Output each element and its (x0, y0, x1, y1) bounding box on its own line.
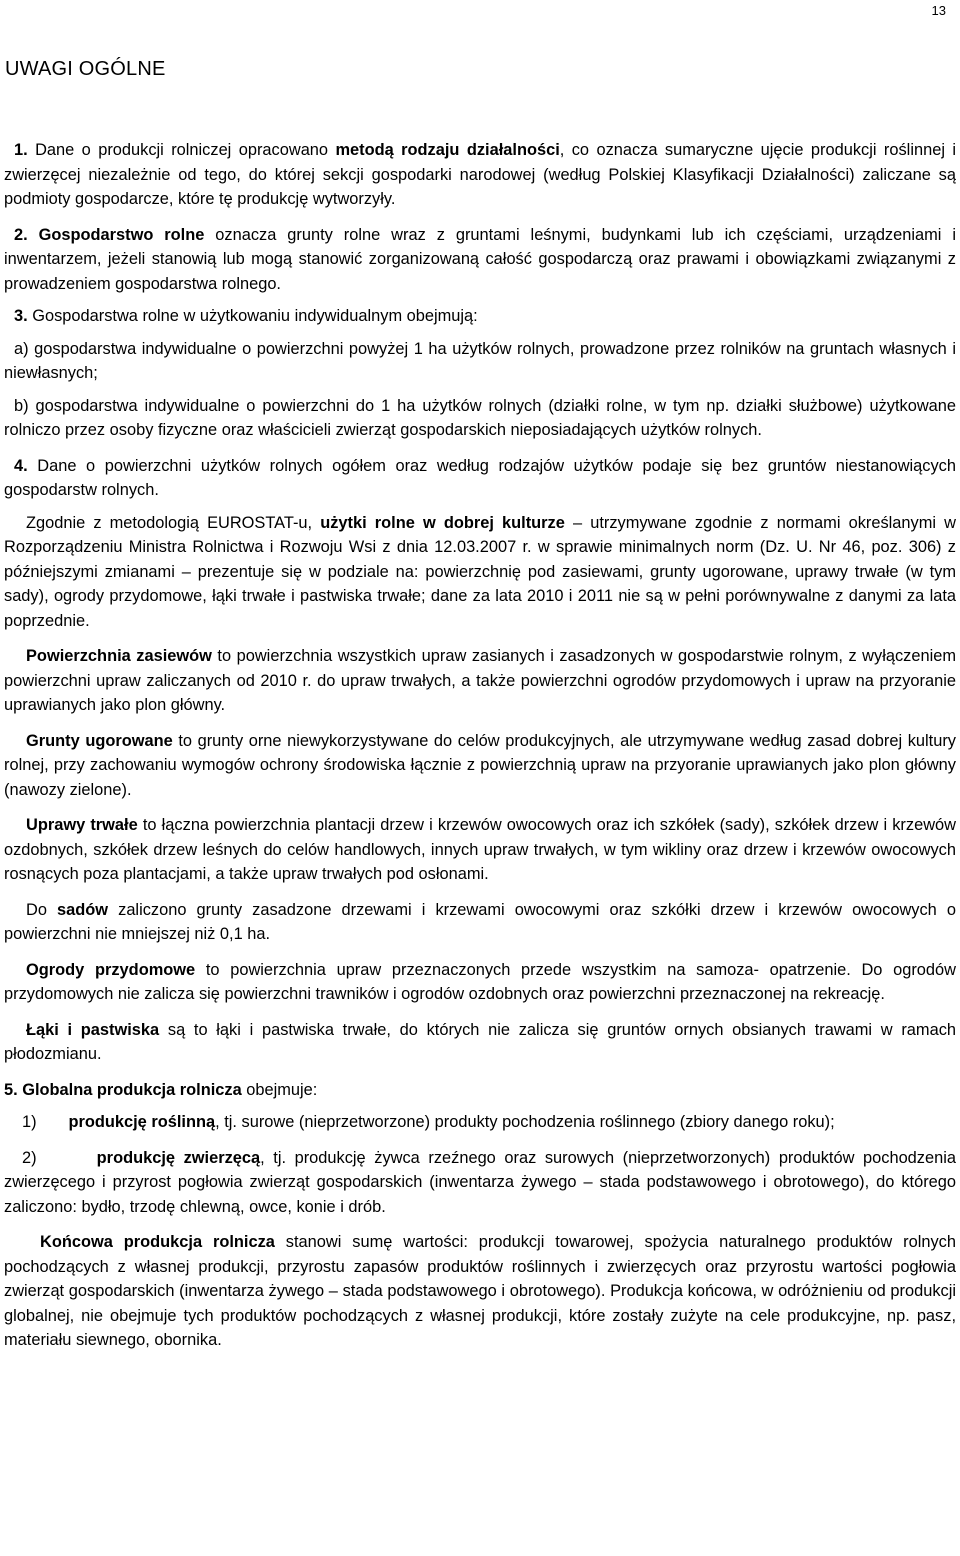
term-produkcja-roslinna: produkcję roślinną (68, 1113, 216, 1131)
page-number: 13 (931, 3, 946, 18)
term-uzytki-rolne: użytki rolne w dobrej kulturze (320, 513, 565, 532)
term-gospodarstwo-rolne: Gospodarstwo rolne (38, 225, 205, 244)
term-uprawy-trwale: Uprawy trwałe (26, 816, 138, 834)
paragraph-3b: b) gospodarstwa indywidualne o powierzchni do 1 ha użytków rolnych (działki rolne, w tym np. działki służbowe) użytkowane rolniczo przez osoby fizyczne oraz właścicieli zwierząt gospodarskich nieposiadających użytków rolnych. (4, 396, 956, 439)
paragraph-2: 2. Gospodarstwo rolne oznacza grunty rolne wraz z gruntami leśnymi, budynkami lub ich częściami, urządzeniami i inwentarzem, jeżeli stanowią lub mogą stanowić zorganizowaną całość gospodarczą oraz prawami i obowiązkami związanymi z prowadzeniem gospodarstwa rolnego. (4, 225, 956, 293)
paragraph-ugory: Grunty ugorowane to grunty orne niewykorzystywane do celów produkcyjnych, ale utrzymywane według zasad dobrej kultury rolnej, przy zachowaniu wymogów ochrony środowiska łącznie z powierzchnią upraw na przyoranie uprawianych jako plon główny (nawozy zielone). (4, 731, 956, 799)
term-metoda: metodą rodzaju działalności (335, 141, 560, 159)
document-body (4, 138, 956, 1353)
term-laki-pastwiska: Łąki i pastwiska (26, 1020, 160, 1039)
paragraph-4: 4. Dane o powierzchni użytków rolnych ogółem oraz według rodzajów użytków podaje się bez gruntów niestanowiących gospodarstw rolnych. (4, 456, 956, 499)
paragraph-koncowa: Końcowa produkcja rolnicza stanowi sumę wartości: produkcji towarowej, spożycia naturalnego produktów rolnych pochodzących z własnej produkcji, przyrostu zapasów produktów roślinnych i zwierzęcych oraz przyrostu wartości pogłowia zwierząt gospodarskich (inwentarza żywego – stada podstawowego i obrotowego). Produkcja końcowa, w odróżnieniu od produkcji globalnej, nie obejmuje tych produktów pochodzących z własnej produkcji, które zostały zużyte na cele produkcyjne, np. pasz, materiału siewnego, obornika. (4, 1233, 956, 1349)
term-produkcja-zwierzeca: produkcję zwierzęcą (96, 1148, 261, 1167)
paragraph-2-number: 2. (14, 225, 28, 244)
paragraph-3: 3. Gospodarstwa rolne w użytkowaniu indywidualnym obejmują: (14, 307, 478, 325)
paragraph-sady: Do sadów zaliczono grunty zasadzone drzewami i krzewami owocowymi oraz szkółki drzew i krzewów owocowych o powierzchni nie mniejszej niż 0,1 ha. (4, 900, 956, 943)
paragraph-laki: Łąki i pastwiska są to łąki i pastwiska trwałe, do których nie zalicza się gruntów ornych obsianych trawami w ramach płodozmianu. (4, 1020, 957, 1063)
paragraph-ogrody: Ogrody przydomowe to powierzchnia upraw przeznaczonych przede wszystkim na samoza- opatrzenie. Do ogrodów przydomowych nie zalicza się powierzchni trawników i ogrodów ozdobnych oraz powierzchni przeznaczonej na rekreację. (4, 960, 956, 1003)
paragraph-3-number: 3. (14, 307, 28, 325)
term-koncowa-produkcja: Końcowa produkcja rolnicza (40, 1233, 275, 1251)
term-ogrody-przydomowe: Ogrody przydomowe (26, 960, 196, 979)
term-sady: sadów (57, 900, 109, 919)
term-globalna-produkcja: 5. Globalna produkcja rolnicza (4, 1080, 242, 1099)
paragraph-eurostat: Zgodnie z metodologią EUROSTAT-u, użytki rolne w dobrej kulturze – utrzymywane zgodnie z normami określanymi w Rozporządzeniu Ministra Rolnictwa i Rozwoju Wsi z dnia 12.03.2007 r. w sprawie minimalnych norm (Dz. U. Nr 46, poz. 306) z późniejszymi zmianami – prezentuje się w podziale na: powierzchnię pod zasiewami, grunty ugorowane, uprawy trwałe (w tym sady), ogrody przydomowe, łąki trwałe i pastwiska trwałe; dane za lata 2010 i 2011 nie są w pełni porównywalne z danymi za lata poprzednie. (4, 513, 956, 630)
term-grunty-ugorowane: Grunty ugorowane (26, 731, 173, 750)
list-item-1: 1) produkcję roślinną, tj. surowe (nieprzetworzone) produkty pochodzenia roślinnego (zbiory danego roku); (22, 1113, 835, 1131)
paragraph-1: 1. Dane o produkcji rolniczej opracowano metodą rodzaju działalności, co oznacza sumaryczne ujęcie produkcji roślinnej i zwierzęcej niezależnie od tego, do której sekcji gospodarki narodowej (według Polskiej Klasyfikacji Działalności) zaliczane są podmioty gospodarcze, które tę produkcję wytworzyły. (4, 141, 957, 208)
paragraph-uprawy-trwale: Uprawy trwałe to łączna powierzchnia plantacji drzew i krzewów owocowych oraz ich szkółek (sady), szkółek drzew i krzewów ozdobnych, szkółek drzew leśnych do celów handlowych, innych upraw trwałych, w tym wikliny oraz drzew i krzewów owocowych rosnących poza plantacjami, a także upraw trwałych pod osłonami. (4, 816, 956, 883)
list-item-2-number: 2) (22, 1148, 37, 1167)
list-item-2: 2) produkcję zwierzęcą, tj. produkcję żywca rzeźnego oraz surowych (nieprzetworzonych) produktów pochodzenia zwierzęcego i przyrost pogłowia zwierząt gospodarskich (inwentarza żywego – stada podstawowego i obrotowego), do którego zaliczono: bydło, trzodę chlewną, owce, konie i drób. (4, 1148, 956, 1216)
list-item-1-number: 1) (22, 1113, 37, 1131)
paragraph-1-number: 1. (14, 141, 28, 159)
paragraph-5: 5. Globalna produkcja rolnicza obejmuje: (4, 1080, 318, 1099)
paragraph-zasiewy: Powierzchnia zasiewów to powierzchnia wszystkich upraw zasianych i zasadzonych w gospodarstwie rolnym, z wyłączeniem powierzchni upraw zaliczanych od 2010 r. do upraw trwałych, a także powierzchni ogrodów przydomowych i upraw na przyoranie uprawianych jako plon główny. (4, 647, 956, 714)
page-heading: UWAGI OGÓLNE (5, 58, 166, 80)
paragraph-4-number: 4. (14, 456, 28, 475)
paragraph-3a: a) gospodarstwa indywidualne o powierzchni powyżej 1 ha użytków rolnych, prowadzone przez rolników na gruntach własnych i niewłasnych; (4, 339, 956, 382)
term-powierzchnia-zasiewow: Powierzchnia zasiewów (26, 647, 212, 665)
